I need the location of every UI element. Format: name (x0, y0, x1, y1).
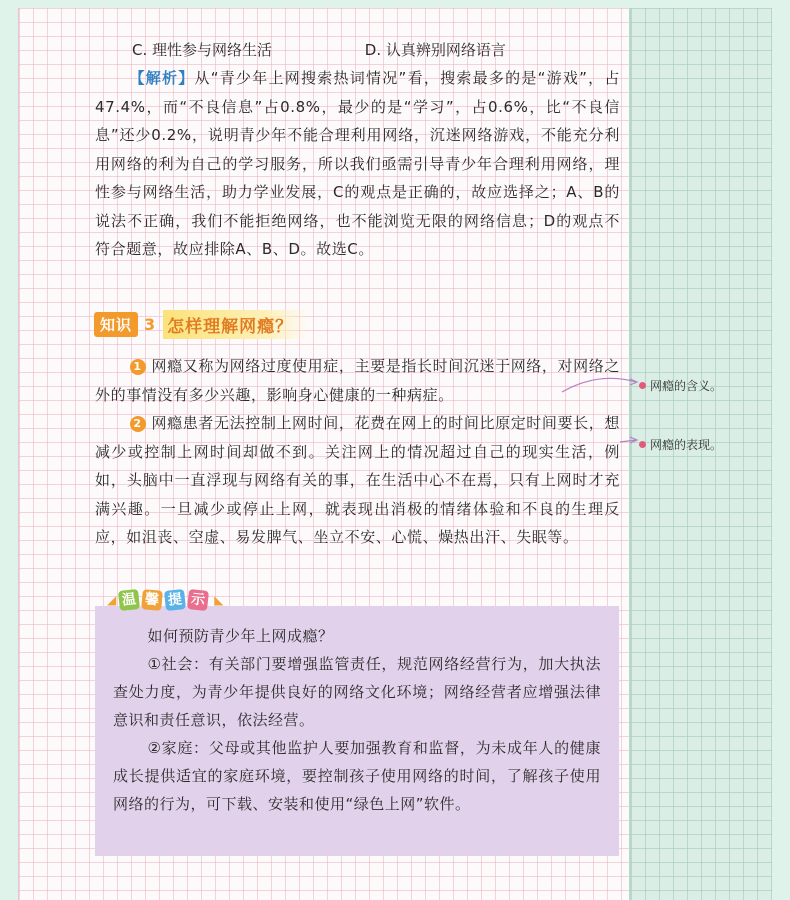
point-paragraph-1 (95, 352, 620, 409)
point-paragraph-2 (95, 409, 620, 552)
tip-heading (104, 590, 226, 610)
tip-heading-char: 示 (187, 589, 209, 611)
arrow-line-1 (562, 378, 636, 392)
answer-options (132, 36, 506, 64)
tip-heading-char: 提 (164, 589, 186, 611)
knowledge-label: 知识 (94, 312, 138, 337)
point-text: 网瘾患者无法控制上网时间，花费在网上的时间比原定时间要长，想减少或控制上网时间却做不到。关注网上的情况超过自己的现实生活，例如，头脑中一直浮现与网络有关的事，在生活中心不在焉，只有上网时才充满兴趣。一旦减少或停止上网，就表现出消极的情绪体验和不良的生理反应，如沮丧、空虚、易发脾气、坐立不安、心慌、燥热出汗、失眠等。 (95, 414, 620, 546)
tip-heading-char: 馨 (141, 589, 163, 611)
analysis-body: 从“青少年上网搜索热词情况”看，搜索最多的是“游戏”，占47.4%，而“不良信息”占0.8%，最少的是“学习”，占0.6%，比“不良信息”还少0.2%，说明青少年不能合理利用网络，沉迷网络游戏，不能充分利用网络的利为自己的学习服务，所以我们亟需引导青少年合理利用网络，理性参与网络生活，助力学业发展，C的观点是正确的，故应选择之；A、B的说法不正确，我们不能拒绝网络，也不能浏览无限的网络信息；D的观点不符合题意，故应排除A、B、D。故选C。 (95, 69, 620, 258)
bullet-dot-icon (639, 441, 646, 448)
analysis-tag: 【解析】 (129, 69, 195, 87)
tip-item-society: ①社会：有关部门要增强监管责任，规范网络经营行为，加大执法查处力度，为青少年提供良好的网络文化环境；网络经营者应增强法律意识和责任意识，依法经营。 (113, 655, 601, 729)
point-number-badge: 1 (130, 359, 146, 375)
tip-content (113, 622, 601, 818)
side-note-symptoms (639, 436, 722, 453)
sparkle-icon: ◣ (214, 593, 224, 607)
knowledge-number: 3 (144, 314, 156, 334)
arrow-head-1 (630, 379, 637, 385)
tip-heading-char: 温 (118, 589, 140, 611)
option-d: D. 认真辨别网络语言 (364, 41, 506, 59)
side-margin-column (629, 8, 772, 900)
option-c: C. 理性参与网络生活 (132, 41, 273, 59)
sparkle-icon: ◢ (107, 593, 117, 607)
point-number-badge: 2 (130, 416, 146, 432)
tip-question: 如何预防青少年上网成瘾？ (147, 627, 334, 645)
tip-box (95, 606, 619, 856)
side-note-text: 网瘾的表现。 (650, 438, 723, 452)
knowledge-heading (94, 309, 309, 339)
annotation-arrows (560, 370, 640, 450)
point-text: 网瘾又称为网络过度使用症，主要是指长时间沉迷于网络，对网络之外的事情没有多少兴趣，影响身心健康的一种病症。 (95, 357, 620, 404)
side-note-meaning (639, 377, 722, 394)
knowledge-title: 怎样理解网瘾？ (163, 310, 309, 339)
analysis-paragraph (95, 64, 620, 264)
bullet-dot-icon (639, 382, 646, 389)
tip-item-family: ②家庭：父母或其他监护人要加强教育和监督，为未成年人的健康成长提供适宜的家庭环境，要控制孩子使用网络的时间，了解孩子使用网络的行为，可下载、安装和使用“绿色上网”软件。 (113, 739, 601, 813)
side-note-text: 网瘾的含义。 (650, 379, 723, 393)
